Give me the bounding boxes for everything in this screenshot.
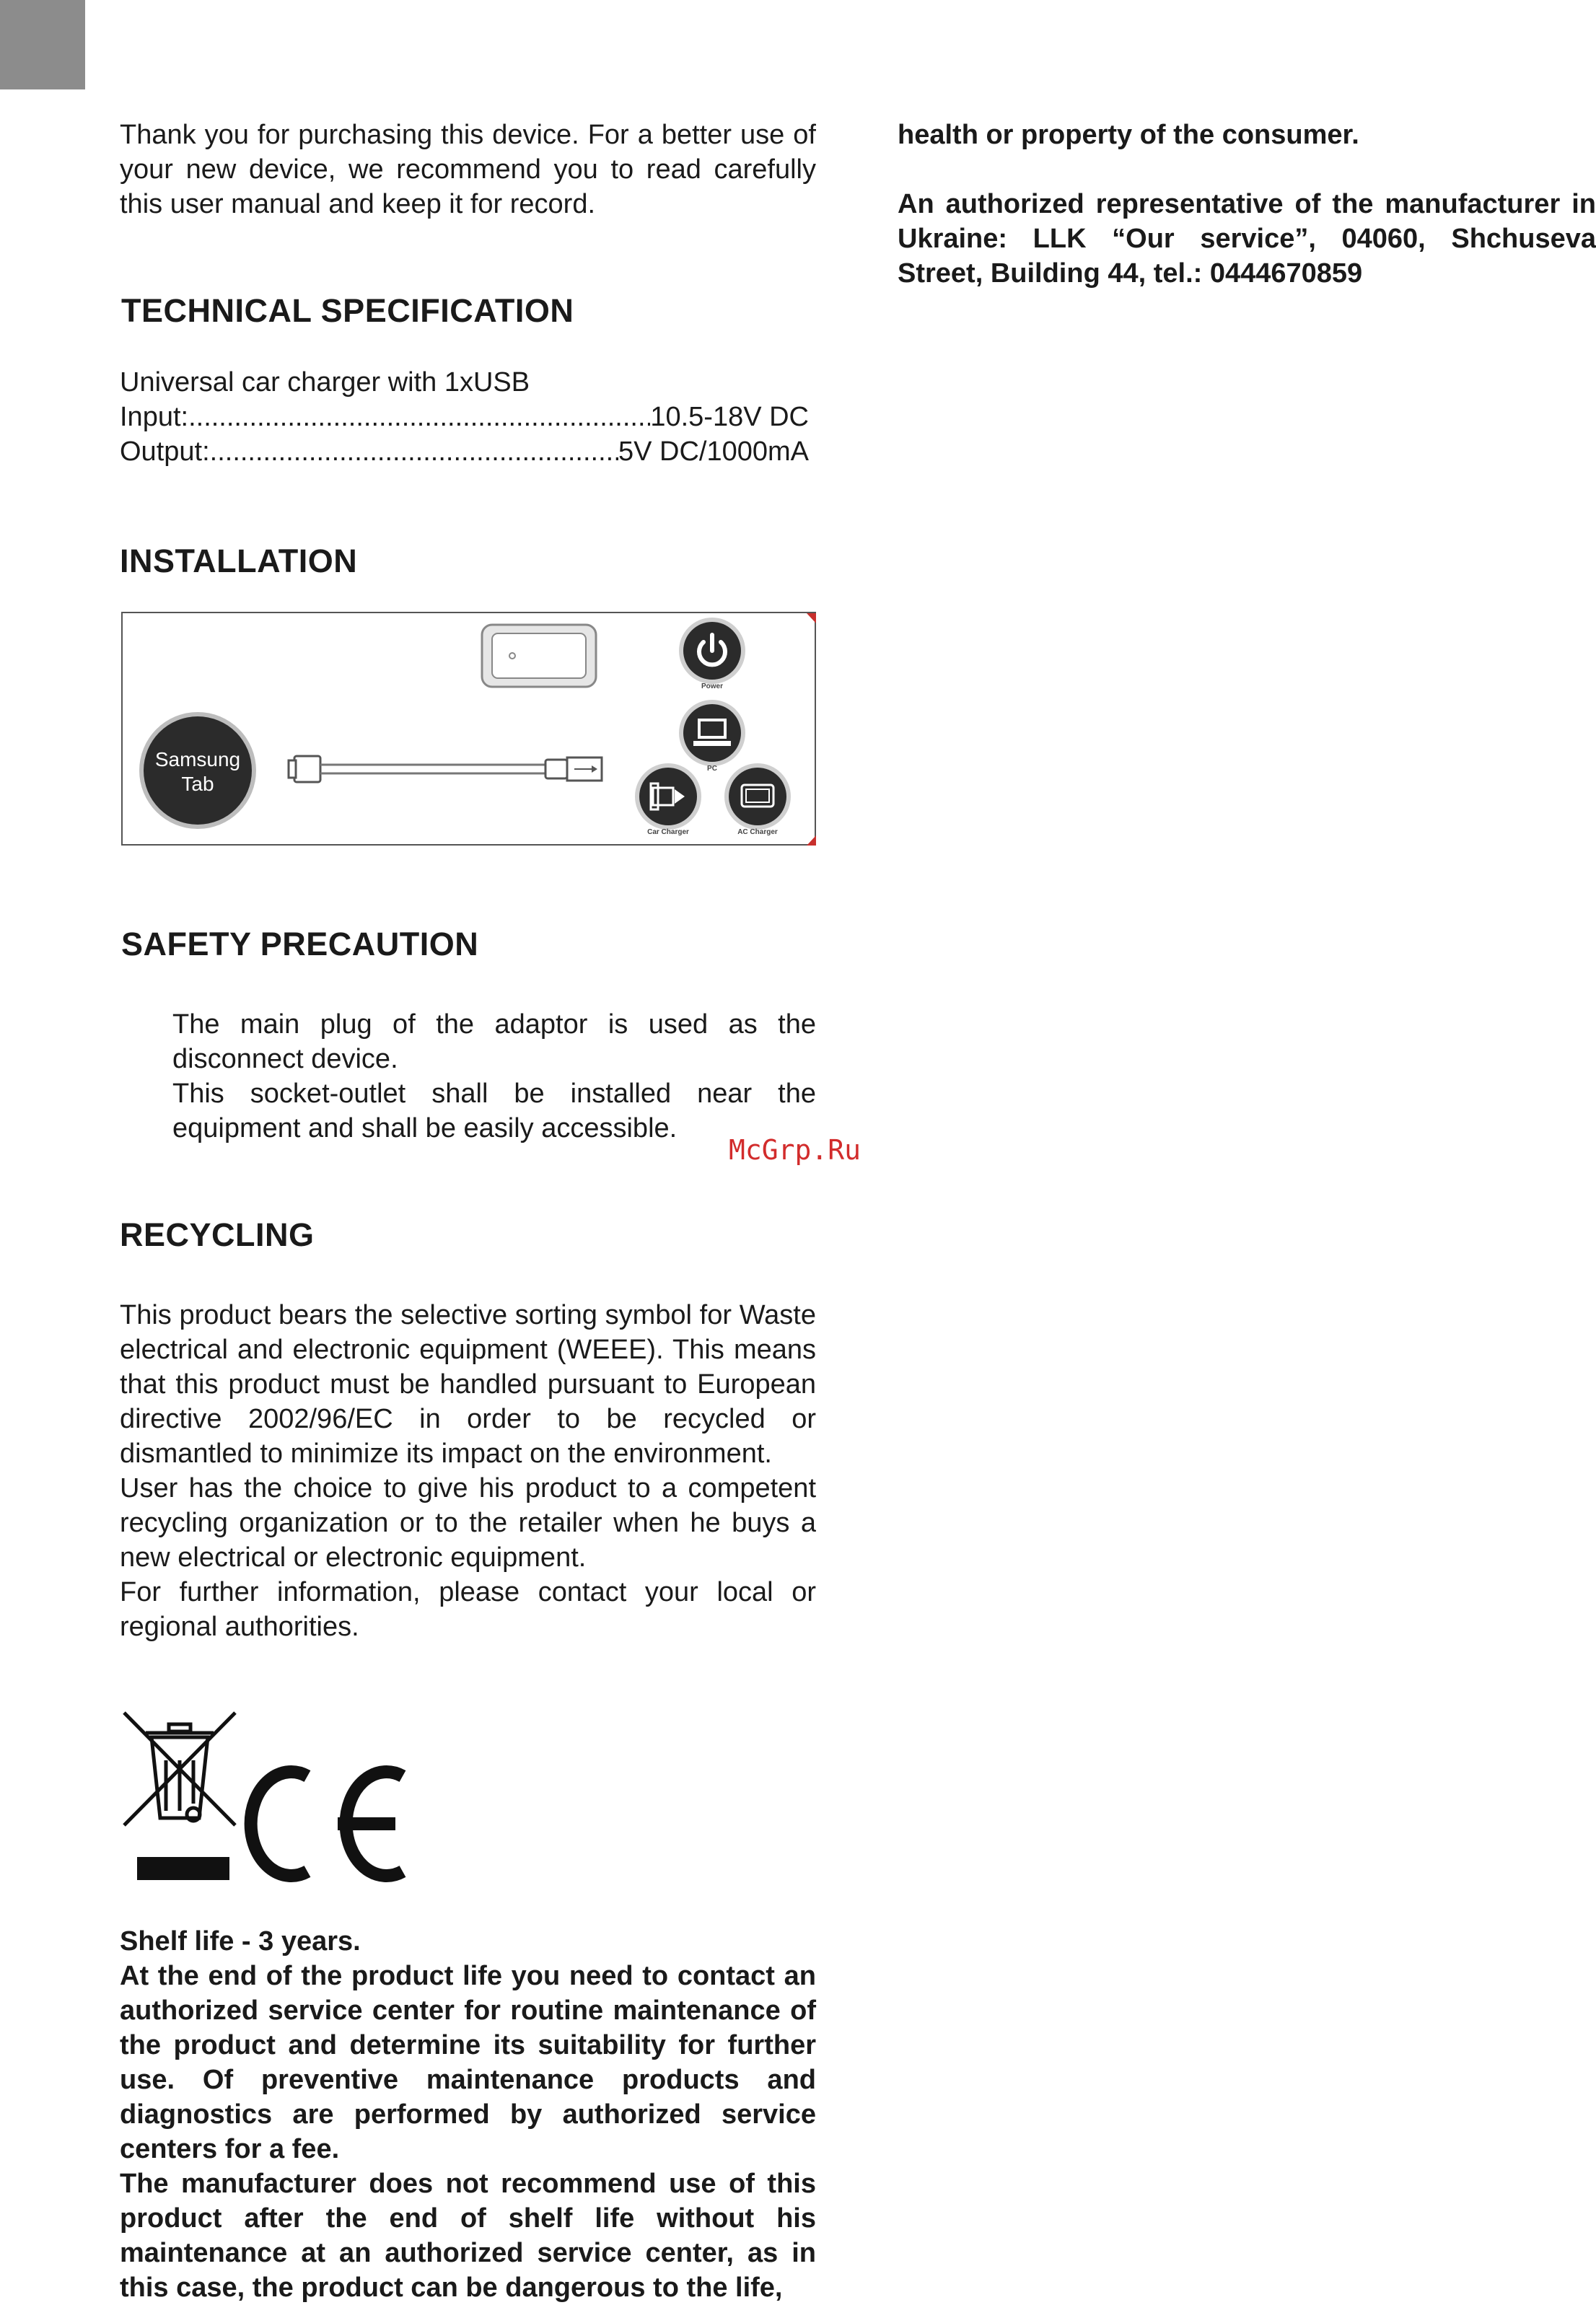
safety-block [120,1007,816,1146]
ac-charger-label: AC Charger [737,828,778,836]
installation-diagram [121,612,816,846]
shelf-life-block [120,1924,816,2305]
recycling-block [120,1298,816,1644]
spec-output-value: 5V DC/1000mA [618,436,809,467]
shelf-life-para-2-continued: health or property of the consumer. [898,120,1359,150]
product-name: Universal car charger with 1xUSB [120,367,530,398]
weee-bin-icon [124,1713,235,1825]
right-column [898,118,1596,291]
power-icon [679,618,745,684]
safety-para-2: This socket-outlet shall be installed near the equipment and shall be easily accessible. [172,1079,816,1143]
spec-input-value: 10.5-18V DC [650,402,809,432]
usb-cable-icon [289,756,602,782]
safety-para-1: The main plug of the adaptor is used as the disconnect device. [172,1009,816,1074]
spec-output-label: Output: [120,436,210,467]
ce-mark-icon [251,1772,403,1876]
representative-text: An authorized representative of the manufacturer in Ukraine: LLK “Our service”, 04060, Shchuseva Street, Building 44, tel.: 0444670859 [898,189,1596,289]
shelf-life-para-1: At the end of the product life you need to contact an authorized service center for routine maintenance of the product and determine its suitability for further use. Of preventive maintenance products and diagnostics are performed by authorized service centers for a fee. [120,1961,816,2164]
weee-bar-icon [137,1857,229,1880]
car-charger-icon [635,763,701,830]
spec-input-label: Input: [120,402,189,432]
car-charger-label: Car Charger [647,828,689,836]
page-corner-tab [0,0,85,89]
intro-block [120,118,816,221]
shelf-life-para-2: The manufacturer does not recommend use of this product after the end of shelf life without his maintenance at an authorized service center, as in this case, the product can be dangerous to the life, [120,2169,816,2303]
recycling-para-1: This product bears the selective sorting symbol for Waste electrical and electronic equipment (WEEE). This means that this product must be handled pursuant to European directive 2002/96/EC in order to be recycled or dismantled to minimize its impact on the environment. [120,1300,816,1469]
tech-spec-heading: TECHNICAL SPECIFICATION [121,292,574,329]
weee-ce-symbols [121,1710,417,1883]
pc-label: PC [707,765,717,773]
installation-heading: INSTALLATION [120,543,358,579]
intro-text: Thank you for purchasing this device. For a better use of your new device, we recommend you to read carefully this user manual and keep it for record. [120,120,816,219]
safety-heading: SAFETY PRECAUTION [121,926,479,962]
spec-input-row [120,400,809,434]
recycling-para-3: For further information, please contact your local or regional authorities. [120,1577,816,1642]
ac-charger-icon [724,763,791,830]
charger-adapter-icon [482,625,596,687]
watermark: McGrp.Ru [729,1134,861,1166]
diagram-svg [123,613,816,846]
recycling-para-2: User has the choice to give his product to a competent recycling organization or to the retailer when he buys a new electrical or electronic equipment. [120,1473,816,1573]
recycling-heading: RECYCLING [120,1216,315,1253]
device-label: Samsung Tab [154,748,241,795]
spec-output-row [120,434,809,469]
shelf-life-title: Shelf life - 3 years. [120,1926,361,1957]
power-label: Power [701,682,723,690]
pc-icon [679,700,745,766]
tech-spec-block [120,365,816,469]
